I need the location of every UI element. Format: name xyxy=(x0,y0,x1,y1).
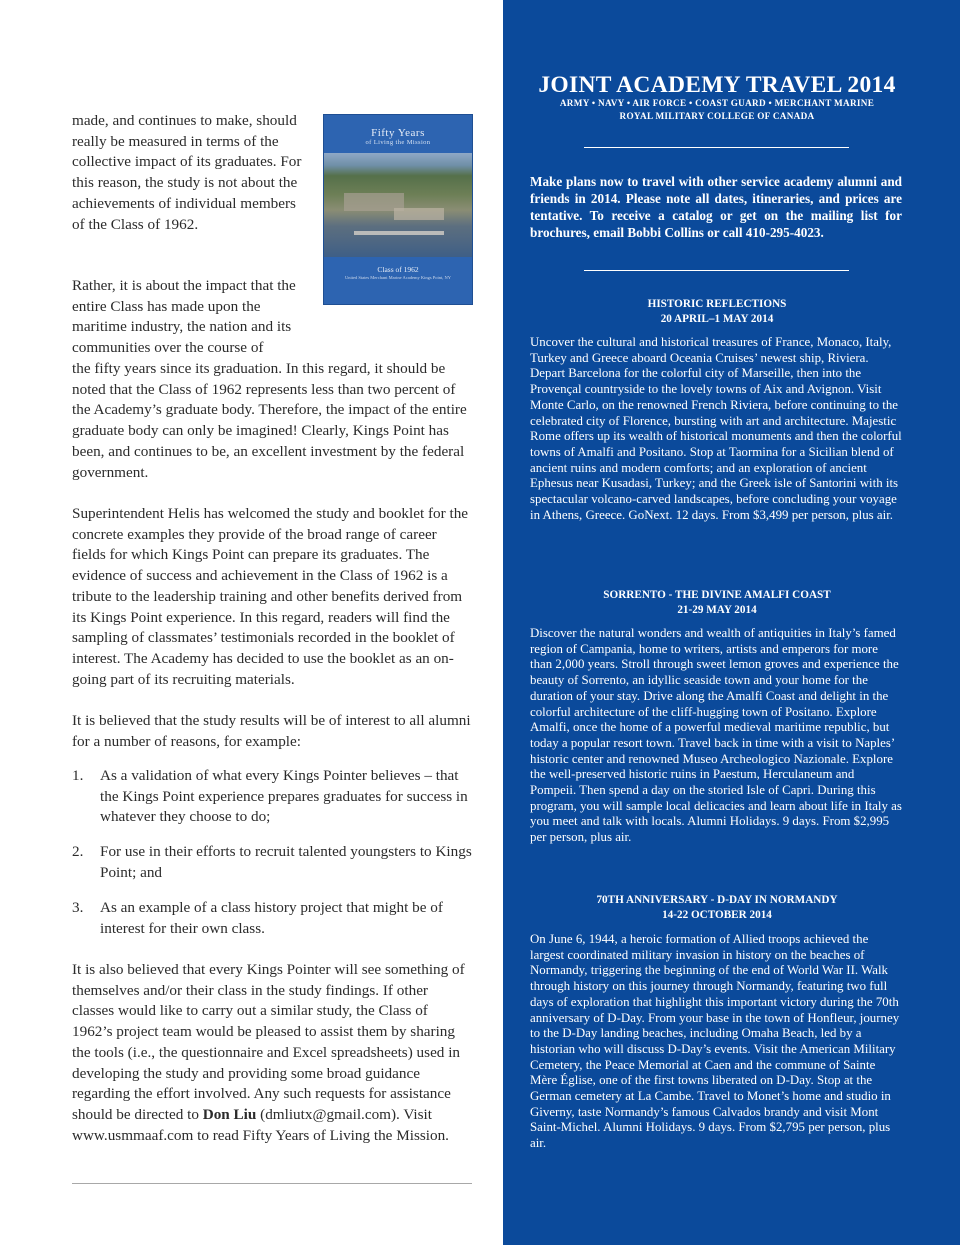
trip-date: 21-29 MAY 2014 xyxy=(677,604,757,616)
campus-aerial-photo xyxy=(324,153,472,257)
trip-title: 70TH ANNIVERSARY - D-DAY IN NORMANDY xyxy=(596,894,838,906)
trip-date: 20 APRIL–1 MAY 2014 xyxy=(660,313,774,325)
trip-heading xyxy=(530,297,904,327)
list-text: For use in their efforts to recruit talented youngsters to Kings Point; and xyxy=(100,843,472,881)
booklet-title: Fifty Years xyxy=(371,127,425,139)
trip-heading xyxy=(530,588,904,618)
trip-heading xyxy=(530,893,904,923)
sidebar-intro: Make plans now to travel with other service academy alumni and friends in 2014. Please note all dates, itineraries, and prices are tentative. To receive a catalog or get on the mailing list for brochures, email Bobbi Collins or call 410-295-4023. xyxy=(530,174,902,240)
trip-title: HISTORIC REFLECTIONS xyxy=(647,298,787,310)
paragraph-impact-b: the fifty years since its graduation. In this regard, it should be noted that the Class of 1962 represents less than two percent of the Academy’s graduate body. Therefore, the impact of the entire graduate body can only be imagined! Clearly, Kings Point has been, and continues to be, an excellent investment by the federal government. xyxy=(72,360,467,481)
booklet-cover-image xyxy=(324,115,472,304)
sidebar-title: JOINT ACADEMY TRAVEL 2014 xyxy=(538,72,896,98)
sidebar-divider-top xyxy=(584,147,849,148)
sidebar-divider-bottom xyxy=(584,270,849,271)
paragraph-impact-a: Rather, it is about the impact that the entire Class has made upon the maritime industry, the nation and its communities over the course of xyxy=(72,277,296,357)
contact-name: Don Liu xyxy=(202,1105,257,1123)
paragraph-superintendent: Superintendent Helis has welcomed the study and booklet for the concrete examples they provide of the broad range of career fields for which Kings Point can prepare its graduates. The evidence of success and achievement in the Class of 1962 is a tribute to the leadership training and other benefits derived from its Kings Point experience. In this regard, readers will find the sampling of classmates’ testimonials recorded in the booklet of interest. The Academy has decided to use the booklet as an on-going part of its recruiting materials. xyxy=(72,505,469,688)
list-number: 1. xyxy=(72,767,84,784)
sidebar-subtitle-rmc: ROYAL MILITARY COLLEGE OF CANADA xyxy=(619,111,815,121)
list-number: 2. xyxy=(72,843,84,860)
paragraph-reasons: It is believed that the study results will be of interest to all alumni for a number of reasons, for example: xyxy=(72,712,471,750)
trip-title: SORRENTO - THE DIVINE AMALFI COAST xyxy=(603,589,831,601)
trip-description: On June 6, 1944, a heroic formation of Allied troops achieved the largest coordinated military invasion in history on the beaches of Normandy, triggering the beginning of the end of World War II. Walk through history on this journey through Normandy, featuring two full days of exploration that highlight this important victory during the 70th anniversary of D-Day. From your base in the town of Honfleur, journey to the D-Day landing beaches, including Omaha Beach, led by a historian who will discuss D-Day’s events. Visit the American Military Cemetery, the Peace Memorial at Caen and the commune of Sainte Mère Église, one of the first towns liberated on D-Day. Stop at the German cemetery at La Cambe. Travel to Monet’s home and studio in Giverny, taste Normandy’s famous Calvados brandy and visit Mont Saint-Michel. Alumni Holidays. 9 days. From $2,795 per person, plus air. xyxy=(530,932,900,1151)
trip-description: Discover the natural wonders and wealth of antiquities in Italy’s famed region of Campania, home to writers, artists and emperors for more than 2,000 years. Stroll through sweet lemon groves and experience the beauty of Sorrento, an idyllic seaside town and your home for the duration of your stay. Drive along the Amalfi Coast and delight in the colorful architecture of the cliff-hugging town of Positano. Explore Amalfi, once the home of a powerful medieval maritime republic, but today a popular resort town. Travel back in time with a visit to Naples’ historic center and renowned Museo Archeologico Nazionale. Explore the well-preserved historic ruins in Paestum, Herculaneum and Pompeii. Then spend a day on the storied Isle of Capri. During this program, you will sample local delicacies and learn about life in Italy as you meet and talk with locals. Alumni Holidays. 9 days. From $2,995 per person, plus air. xyxy=(530,626,902,845)
paragraph-intro: made, and continues to make, should really be measured in terms of the collective impact of its graduates. For this reason, the study is not about the achievements of individual members of the Class of 1962. xyxy=(72,112,302,233)
booklet-subtitle: of Living the Mission xyxy=(365,139,431,146)
sidebar-subtitle-services: ARMY • NAVY • AIR FORCE • COAST GUARD • MERCHANT MARINE xyxy=(559,98,875,108)
list-number: 3. xyxy=(72,899,84,916)
list-text: As a validation of what every Kings Pointer believes – that the Kings Point experience prepares graduates for success in whatever they choose to do; xyxy=(100,767,468,826)
trip-date: 14-22 OCTOBER 2014 xyxy=(662,909,772,921)
booklet-small-text: United States Merchant Marine Academy Kings Point, NY xyxy=(345,275,451,280)
list-text: As an example of a class history project that might be of interest for their own class. xyxy=(100,899,443,937)
paragraph-closing: It is also believed that every Kings Pointer will see something of themselves and/or their class in the study findings. If other classes would like to carry out a similar study, the Class of 1962’s project team would be pleased to assist them by sharing the tools (i.e., the questionnaire and Excel spreadsheets) used in developing the study and providing some broad guidance regarding the effort involved. Any such requests for assistance should be directed to Don Liu (dmliutx@gmail.com). Visit www.usmmaaf.com to read Fifty Years of Living the Mission. xyxy=(72,961,465,1144)
trip-description: Uncover the cultural and historical treasures of France, Monaco, Italy, Turkey and Greece aboard Oceania Cruises’ newest ship, Riviera. Depart Barcelona for the colorful city of Marseille, then into the Provençal countryside to the lovely towns of Aix and Avignon. Visit Monte Carlo, on the renowned French Riviera, before continuing to the celebrated city of Florence, bursting with art and architecture. Majestic Rome offers up its wealth of historical monuments and then the colorful towns of Amalfi and Positano. Stop at Taormina for a Sicilian blend of ancient ruins and modern comforts; and an exploration of ancient Ephesus near Kusadasi, Turkey; and the Greek isle of Santorini with its spectacular volcano-carved landscapes, before concluding your voyage in Athens, Greece. GoNext. 12 days. From $3,499 per person, plus air. xyxy=(530,335,902,522)
booklet-class-label: Class of 1962 xyxy=(377,265,419,274)
bottom-divider xyxy=(72,1183,472,1184)
